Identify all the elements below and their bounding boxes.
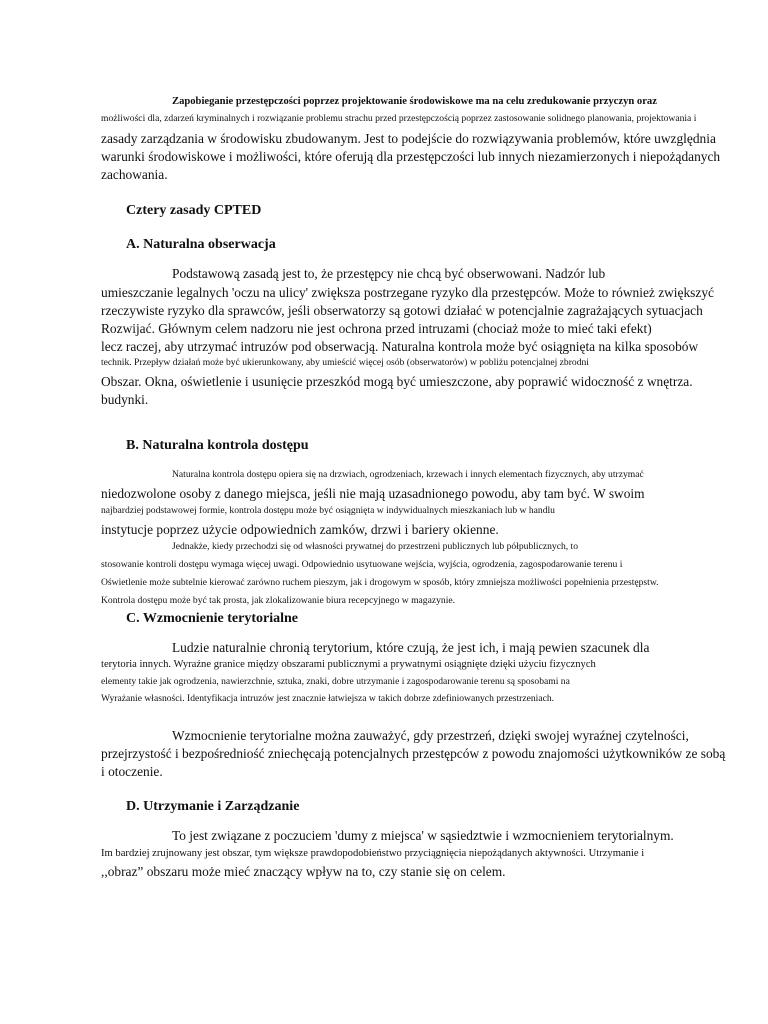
section-b-line: Naturalna kontrola dostępu opiera się na drzwiach, ogrodzeniach, krzewach i innych elementach fizycznych, aby utrzymać — [172, 469, 644, 480]
section-d-heading: D. Utrzymanie i Zarządzanie — [126, 799, 300, 814]
intro-line: zasady zarządzania w środowisku zbudowanym. Jest to podejście do rozwiązywania problemów, które uwzględnia — [101, 131, 716, 146]
intro-line: zachowania. — [101, 167, 168, 182]
section-b-line: Oświetlenie może subtelnie kierować zarówno ruchem pieszym, jak i drogowym w sposób, który zmniejsza możliwości popełnienia przestępstw. — [101, 577, 659, 588]
section-b-line: stosowanie kontroli dostępu wymaga więcej uwagi. Odpowiednio usytuowane wejścia, wyjścia, ogrodzenia, zagospodarowanie terenu i — [101, 559, 623, 570]
section-c-line: terytoria innych. Wyraźne granice między obszarami publicznymi a prywatnymi osiągnięte dzięki użyciu fizycznych — [101, 659, 596, 670]
section-a-line: technik. Przepływ działań może być ukierunkowany, aby umieścić więcej osób (obserwatorów) w pobliżu potencjalnej zbrodni — [101, 357, 589, 368]
section-b-line: Kontrola dostępu może być tak prosta, jak zlokalizowanie biura recepcyjnego w magazynie. — [101, 595, 456, 606]
section-d-line: Im bardziej zrujnowany jest obszar, tym większe prawdopodobieństwo przyciągnięcia niepożądanych aktywności. Utrzymanie i — [101, 848, 645, 859]
section-c-line: i otoczenie. — [101, 764, 163, 779]
section-b-heading: B. Naturalna kontrola dostępu — [126, 438, 309, 453]
section-d-line: ,,obraz” obszaru może mieć znaczący wpływ na to, czy stanie się on celem. — [101, 864, 506, 879]
section-a-line: budynki. — [101, 392, 149, 407]
section-a-line: lecz raczej, aby utrzymać intruzów pod obserwacją. Naturalna kontrola może być osiągnięta na kilka sposobów — [101, 339, 699, 354]
intro-line: warunki środowiskowe i możliwości, które oferują dla przestępczości lub innych niezamierzonych i niepożądanych — [101, 149, 721, 164]
section-c-line: Wyrażanie własności. Identyfikacja intruzów jest znacznie łatwiejsza w takich dobrze zdefiniowanych przestrzeniach. — [101, 693, 555, 704]
section-d-line: To jest związane z poczuciem 'dumy z miejsca' w sąsiedztwie i wzmocnieniem terytorialnym. — [172, 828, 674, 843]
section-c-heading: C. Wzmocnienie terytorialne — [126, 611, 298, 626]
intro-title-line: Zapobieganie przestępczości poprzez projektowanie środowiskowe ma na celu zredukowanie przyczyn oraz — [172, 96, 657, 107]
section-c-line: elementy takie jak ogrodzenia, nawierzchnie, sztuka, znaki, dobre utrzymanie i zagospodarowanie terenu są sposobami na — [101, 676, 570, 687]
section-a-line: Podstawową zasadą jest to, że przestępcy nie chcą być obserwowani. Nadzór lub — [172, 266, 606, 281]
section-c-line: przejrzystość i bezpośredniość zniechęcają potencjalnych przestępców z powodu znajomości użytkowników ze sobą — [101, 746, 726, 761]
section-a-line: umieszczanie legalnych 'oczu na ulicy' zwiększa postrzegane ryzyko dla przestępców. Może to również zwiększyć — [101, 285, 714, 300]
intro-line: możliwości dla, zdarzeń kryminalnych i rozwiązanie problemu strachu przed przestępczością poprzez zastosowanie solidnego planowania, projektowania i — [101, 113, 697, 124]
section-c-line: Wzmocnienie terytorialne można zauważyć, gdy przestrzeń, dzięki swojej wyraźnej czytelności, — [172, 728, 689, 743]
section-a-line: Rozwijać. Głównym celem nadzoru nie jest ochrona przed intruzami (chociaż może to mieć taki efekt) — [101, 321, 652, 336]
section-c-line: Ludzie naturalnie chronią terytorium, które czują, że jest ich, i mają pewien szacunek dla — [172, 640, 650, 655]
section-a-line: rzeczywiste ryzyko dla sprawców, jeśli obserwatorzy są gotowi działać w potencjalnie zagrażających sytuacjach — [101, 303, 703, 318]
section-b-line: najbardziej podstawowej formie, kontrola dostępu może być osiągnięta w indywidualnych mieszkaniach lub w handlu — [101, 505, 555, 516]
section-b-line: Jednakże, kiedy przechodzi się od własności prywatnej do przestrzeni publicznych lub półpublicznych, to — [172, 541, 579, 552]
section-b-line: niedozwolone osoby z danego miejsca, jeśli nie mają uzasadnionego powodu, aby tam być. W swoim — [101, 486, 645, 501]
section-a-line: Obszar. Okna, oświetlenie i usunięcie przeszkód mogą być umieszczone, aby poprawić widoczność z wnętrza. — [101, 374, 693, 389]
section-a-heading: A. Naturalna obserwacja — [126, 237, 276, 252]
section-title: Cztery zasady CPTED — [126, 203, 262, 218]
section-b-line: instytucje poprzez użycie odpowiednich zamków, drzwi i bariery okienne. — [101, 522, 499, 537]
